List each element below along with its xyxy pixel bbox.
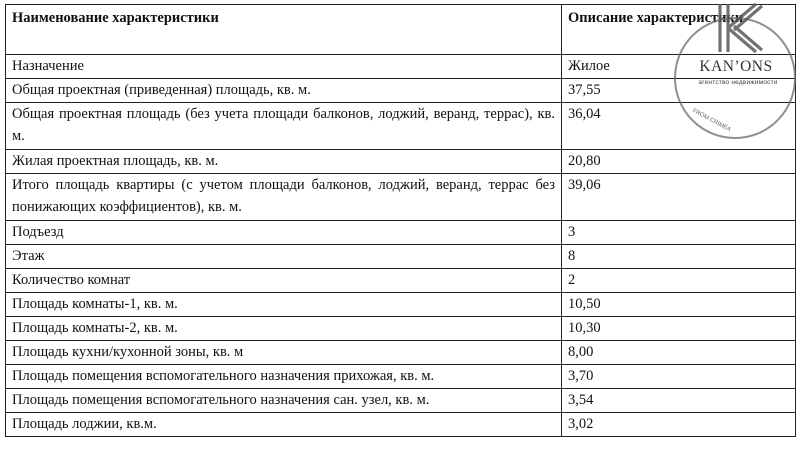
row-value: 3,02 <box>562 413 796 437</box>
row-name: Площадь лоджии, кв.м. <box>6 413 562 437</box>
row-name: Жилая проектная площадь, кв. м. <box>6 150 562 174</box>
row-value: 10,30 <box>562 317 796 341</box>
table-row <box>6 103 796 150</box>
table-row <box>6 293 796 317</box>
table-row <box>6 413 796 437</box>
characteristics-table <box>5 4 796 437</box>
footer-line-fragment <box>6 449 386 454</box>
table-row <box>6 269 796 293</box>
row-value: 3,70 <box>562 365 796 389</box>
table-row <box>6 79 796 103</box>
row-value: 3,54 <box>562 389 796 413</box>
table-row <box>6 221 796 245</box>
row-name: Назначение <box>6 55 562 79</box>
row-value: 36,04 <box>562 103 796 150</box>
row-name: Площадь комнаты-1, кв. м. <box>6 293 562 317</box>
row-name: Общая проектная (приведенная) площадь, кв. м. <box>6 79 562 103</box>
logo-brand-name: KAN’ONS <box>682 58 790 76</box>
header-name-column: Наименование характеристики <box>6 5 562 55</box>
row-name: Площадь кухни/кухонной зоны, кв. м <box>6 341 562 365</box>
table-row <box>6 245 796 269</box>
row-value: 2 <box>562 269 796 293</box>
row-name: Площадь помещения вспомогательного назначения сан. узел, кв. м. <box>6 389 562 413</box>
row-name: Этаж <box>6 245 562 269</box>
logo-arc-text: FROM CRIMEA <box>691 108 732 134</box>
row-value: 37,55 <box>562 79 796 103</box>
row-value: 8,00 <box>562 341 796 365</box>
row-name: Общая проектная площадь (без учета площади балконов, лоджий, веранд, террас), кв. м. <box>6 103 562 150</box>
table-header-row <box>6 5 796 55</box>
table-row <box>6 150 796 174</box>
row-name: Количество комнат <box>6 269 562 293</box>
table-row <box>6 55 796 79</box>
table-row <box>6 341 796 365</box>
row-value: 8 <box>562 245 796 269</box>
row-value: 39,06 <box>562 174 796 221</box>
row-value: 20,80 <box>562 150 796 174</box>
logo-tagline: агентство недвижимости <box>698 79 778 86</box>
row-name: Итого площадь квартиры (с учетом площади балконов, лоджий, веранд, террас без понижающих коэффициентов), кв. м. <box>6 174 562 221</box>
row-value: Жилое <box>562 55 796 79</box>
row-name: Площадь помещения вспомогательного назначения прихожая, кв. м. <box>6 365 562 389</box>
row-name: Площадь комнаты-2, кв. м. <box>6 317 562 341</box>
table-row <box>6 317 796 341</box>
table-row <box>6 389 796 413</box>
header-description-column: Описание характеристики <box>562 5 796 55</box>
table-row <box>6 174 796 221</box>
table-row <box>6 365 796 389</box>
row-name: Подъезд <box>6 221 562 245</box>
row-value: 10,50 <box>562 293 796 317</box>
cut-off-footer-text <box>6 449 386 454</box>
row-value: 3 <box>562 221 796 245</box>
